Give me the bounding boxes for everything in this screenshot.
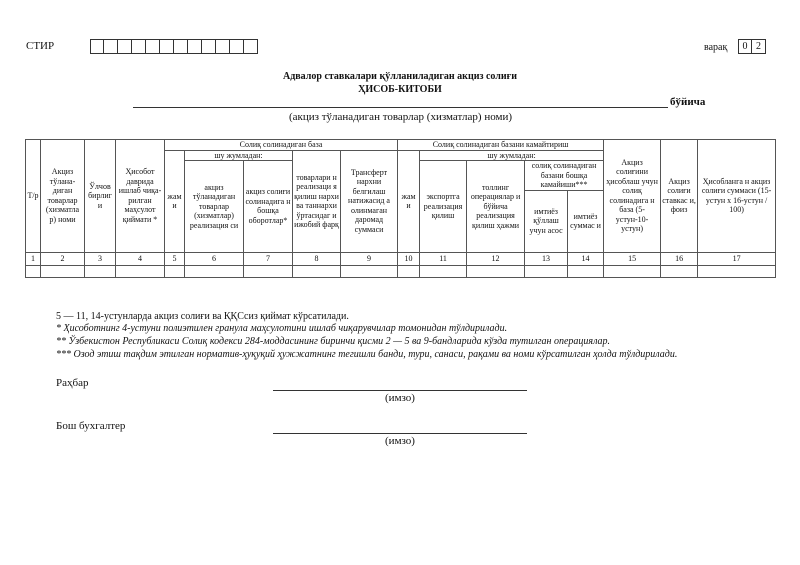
header-rate: Акциз солиғи ставкас и, фоиз [661,140,698,253]
table-cell[interactable] [85,265,116,277]
accountant-signature-line[interactable] [273,432,527,434]
header-exempt-group: солиқ солинадиган базани бошқа камайиши*** [525,161,604,191]
column-number: 16 [661,252,698,265]
table-cell[interactable] [41,265,85,277]
head-label: Раҳбар [56,377,89,389]
footnote-1: * Ҳисоботнинг 4-устуни полиэтилен гранула маҳсулотини ишлаб чиқарувчилар томонидан тўлдирилади. [56,323,508,334]
goods-name-caption: (акциз тўланадиган товарлар (хизматлар) номи) [288,111,513,123]
header-base-total: Акциз солиғини ҳисоблаш учун солиқ солинадига н база (5-устун-10-устун) [604,140,661,253]
header-total-reduce: жам и [398,150,420,252]
stir-digit-cell[interactable] [160,39,174,54]
column-number: 8 [293,252,341,265]
page-digit: 2 [752,39,766,54]
table-cell[interactable] [467,265,525,277]
page-digit: 0 [738,39,752,54]
table-cell[interactable] [661,265,698,277]
stir-digit-cell[interactable] [132,39,146,54]
column-number: 4 [116,252,165,265]
header-benefit-sum: имтиёз суммас и [568,190,604,252]
stir-label: СТИР [26,40,55,52]
stir-digit-cell[interactable] [216,39,230,54]
column-number: 2 [41,252,85,265]
header-tolling: толлинг операциялар и бўйича реализация қилиш ҳажми [467,161,525,253]
column-number: 11 [420,252,467,265]
column-number: 9 [341,252,398,265]
table-cell[interactable] [398,265,420,277]
header-group-base: Солиқ солинадиган база [165,140,398,151]
header-export: экспортга реализация қилиш [420,161,467,253]
header-tax-sum: Ҳисобланга н акциз солиғи суммаси (15-устун х 16-устун / 100) [698,140,776,253]
column-number: 10 [398,252,420,265]
table-row [26,265,776,277]
header-price-diff: товарлари н реализаци я қилиш нархи ва таннархи ўртасидаг и ижобий фарқ [293,150,341,252]
page-number-cells [738,39,766,54]
goods-name-line[interactable] [133,106,668,108]
table-cell[interactable] [341,265,398,277]
table-cell[interactable] [604,265,661,277]
column-number: 15 [604,252,661,265]
stir-digit-cell[interactable] [230,39,244,54]
header-unit: Ўлчов бирлиг и [85,140,116,253]
footnote-2: ** Ўзбекистон Республикаси Солиқ кодекси 284-моддасининг биринчи қисми 2 — 5 ва 9-бандларида кўзда тутилган операциялар. [56,336,611,347]
header-total-base: жам и [165,150,185,252]
table-cell[interactable] [698,265,776,277]
table-cell[interactable] [116,265,165,277]
header-group-reduce: Солиқ солинадиган базани камайтириш [398,140,604,151]
head-signature-caption: (имзо) [385,392,415,404]
table-cell[interactable] [420,265,467,277]
table-cell[interactable] [26,265,41,277]
note-columns: 5 — 11, 14-устунларда акциз солиғи ва ҚҚСсиз қиймат кўрсатилади. [56,311,349,322]
stir-digit-cell[interactable] [244,39,258,54]
footnote-3: *** Озод этиш тақдим этилган норматив-ҳуқуқий ҳужжатнинг тегишли банди, тури, санаси, рақами ва номи кўрсатилган ҳолда тўлдирилади. [56,349,678,360]
page-label: варақ [704,42,728,53]
stir-digit-cell[interactable] [174,39,188,54]
column-number: 1 [26,252,41,265]
table-cell[interactable] [165,265,185,277]
header-tr: Т/р [26,140,41,253]
table-cell[interactable] [568,265,604,277]
stir-digit-cell[interactable] [188,39,202,54]
header-cost: Ҳисобот даврида ишлаб чиқа-рилган маҳсулот қиймати * [116,140,165,253]
header-including-reduce: шу жумладан: [420,150,604,161]
header-realized: акциз тўланадиган товарлар (хизматлар) реализация си [185,161,244,253]
column-number: 13 [525,252,568,265]
document-title: Адвалор ставкалари қўлланиладиган акциз солиғи [283,71,517,82]
column-number: 14 [568,252,604,265]
head-signature-line[interactable] [273,389,527,391]
table-cell[interactable] [293,265,341,277]
document-subtitle: ҲИСОБ-КИТОБИ [358,84,442,95]
header-benefit-basis: имтиёз қўллаш учун асос [525,190,568,252]
column-number: 7 [244,252,293,265]
header-transfer: Трансферт нархни белгилаш натижасид а олинмаган даромад суммаси [341,150,398,252]
stir-digit-cell[interactable] [104,39,118,54]
column-number: 6 [185,252,244,265]
header-name: Акциз тўлана-диган товарлар (хизматла р) номи [41,140,85,253]
column-number: 5 [165,252,185,265]
column-number: 12 [467,252,525,265]
column-number-row [26,252,776,265]
stir-digit-cell[interactable] [202,39,216,54]
table-cell[interactable] [525,265,568,277]
accountant-signature-caption: (имзо) [385,435,415,447]
accountant-label: Бош бухгалтер [56,420,126,432]
excise-table [25,139,776,278]
column-number: 17 [698,252,776,265]
title-suffix: бўйича [670,96,706,108]
header-other-turnover: акциз солиғи солинадига н бошқа оборотлар* [244,161,293,253]
header-including-base: шу жумладан: [185,150,293,161]
table-cell[interactable] [244,265,293,277]
stir-digit-cell[interactable] [90,39,104,54]
stir-digit-cell[interactable] [146,39,160,54]
column-number: 3 [85,252,116,265]
stir-input-cells[interactable] [90,39,258,54]
stir-digit-cell[interactable] [118,39,132,54]
table-cell[interactable] [185,265,244,277]
